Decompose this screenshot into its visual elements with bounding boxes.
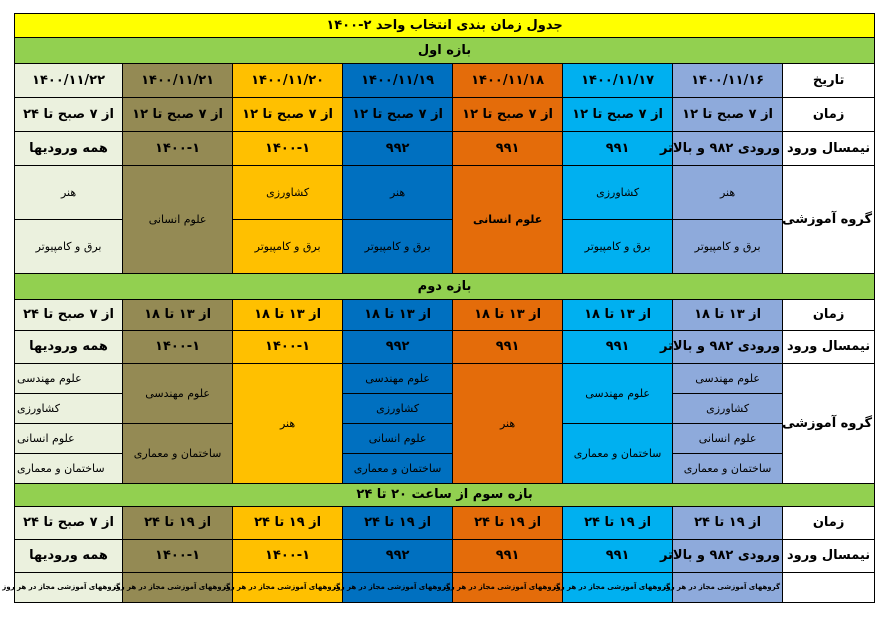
- term-cell: ۱۴۰۰-۱: [123, 540, 233, 573]
- term-cell: ورودی ۹۸۲ و بالاتر: [673, 132, 783, 166]
- term-cell: همه ورودیها: [15, 132, 123, 166]
- group-cell: علوم انسانی: [15, 424, 123, 454]
- time-cell: از ۷ صبح تا ۱۲: [673, 98, 783, 132]
- term-cell: ۹۹۲: [343, 540, 453, 573]
- term-cell: ۹۹۱: [453, 132, 563, 166]
- term-cell: ۱۴۰۰-۱: [233, 540, 343, 573]
- group-cell: علوم انسانی: [453, 166, 563, 274]
- time-cell: از ۱۳ تا ۱۸: [563, 300, 673, 331]
- group-cell: علوم مهندسی: [343, 364, 453, 394]
- time-cell: از ۷ صبح تا ۲۴: [15, 300, 123, 331]
- group-cell: برق و کامپیوتر: [673, 220, 783, 274]
- time-label: زمان: [783, 98, 875, 132]
- time-label: زمان: [783, 300, 875, 331]
- time-cell: از ۷ صبح تا ۲۴: [15, 507, 123, 540]
- time-cell: از ۷ صبح تا ۲۴: [15, 98, 123, 132]
- table-title: جدول زمان بندی انتخاب واحد ۲-۱۴۰۰: [15, 14, 875, 38]
- group-cell: کشاورزی: [673, 394, 783, 424]
- group-cell: علوم انسانی: [673, 424, 783, 454]
- note-cell: گروههای آموزشی مجاز در هر روز: [15, 573, 123, 603]
- date-cell: ۱۴۰۰/۱۱/۱۸: [453, 64, 563, 98]
- term-label: نیمسال ورود: [783, 132, 875, 166]
- group-cell: ساختمان و معماری: [123, 424, 233, 484]
- term-label: نیمسال ورود: [783, 331, 875, 364]
- group-cell: علوم مهندسی: [673, 364, 783, 394]
- note-cell: گروههای آموزشی مجاز در هر روز: [123, 573, 233, 603]
- term-cell: ورودی ۹۸۲ و بالاتر: [673, 540, 783, 573]
- note-cell: گروههای آموزشی مجاز در هر روز: [343, 573, 453, 603]
- group-cell: برق و کامپیوتر: [233, 220, 343, 274]
- term-cell: ۱۴۰۰-۱: [123, 132, 233, 166]
- time-cell: از ۱۹ تا ۲۴: [563, 507, 673, 540]
- group-cell: علوم انسانی: [123, 166, 233, 274]
- group-cell: علوم انسانی: [343, 424, 453, 454]
- group-cell: ساختمان و معماری: [343, 454, 453, 484]
- time-cell: از ۱۹ تا ۲۴: [673, 507, 783, 540]
- group-cell: کشاورزی: [15, 394, 123, 424]
- time-cell: از ۱۹ تا ۲۴: [123, 507, 233, 540]
- group-cell: کشاورزی: [563, 166, 673, 220]
- group-cell: هنر: [15, 166, 123, 220]
- period1-title: بازه اول: [15, 38, 875, 64]
- term-cell: ورودی ۹۸۲ و بالاتر: [673, 331, 783, 364]
- time-cell: از ۷ صبح تا ۱۲: [343, 98, 453, 132]
- period2-title: بازه دوم: [15, 274, 875, 300]
- term-cell: ۱۴۰۰-۱: [123, 331, 233, 364]
- period3-title: بازه سوم از ساعت ۲۰ تا ۲۴: [15, 484, 875, 507]
- time-cell: از ۷ صبح تا ۱۲: [233, 98, 343, 132]
- note-cell: گروههای آموزشی مجاز در هر روز: [453, 573, 563, 603]
- time-cell: از ۱۹ تا ۲۴: [343, 507, 453, 540]
- term-cell: ۹۹۱: [563, 540, 673, 573]
- group-cell: برق و کامپیوتر: [15, 220, 123, 274]
- time-cell: از ۷ صبح تا ۱۲: [563, 98, 673, 132]
- date-cell: ۱۴۰۰/۱۱/۱۷: [563, 64, 673, 98]
- group-cell: ساختمان و معماری: [563, 424, 673, 484]
- date-cell: ۱۴۰۰/۱۱/۲۱: [123, 64, 233, 98]
- date-cell: ۱۴۰۰/۱۱/۱۶: [673, 64, 783, 98]
- group-cell: هنر: [233, 364, 343, 484]
- term-cell: ۹۹۱: [563, 331, 673, 364]
- time-cell: از ۷ صبح تا ۱۲: [123, 98, 233, 132]
- note-cell: گروههای آموزشی مجاز در هر روز: [673, 573, 783, 603]
- time-cell: از ۱۳ تا ۱۸: [453, 300, 563, 331]
- term-cell: ۹۹۱: [563, 132, 673, 166]
- group-cell: علوم مهندسی: [563, 364, 673, 424]
- date-cell: ۱۴۰۰/۱۱/۲۰: [233, 64, 343, 98]
- empty-label-cell: [783, 573, 875, 603]
- date-cell: ۱۴۰۰/۱۱/۲۲: [15, 64, 123, 98]
- term-label: نیمسال ورود: [783, 540, 875, 573]
- group-cell: هنر: [343, 166, 453, 220]
- group-cell: علوم مهندسی: [15, 364, 123, 394]
- term-cell: ۱۴۰۰-۱: [233, 132, 343, 166]
- date-cell: ۱۴۰۰/۱۱/۱۹: [343, 64, 453, 98]
- time-cell: از ۱۹ تا ۲۴: [233, 507, 343, 540]
- group-cell: ساختمان و معماری: [673, 454, 783, 484]
- group-cell: ساختمان و معماری: [15, 454, 123, 484]
- term-cell: ۹۹۱: [453, 540, 563, 573]
- term-cell: ۹۹۲: [343, 331, 453, 364]
- group-cell: هنر: [453, 364, 563, 484]
- time-cell: از ۱۳ تا ۱۸: [343, 300, 453, 331]
- group-label: گروه آموزشی: [783, 364, 875, 484]
- time-cell: از ۱۳ تا ۱۸: [673, 300, 783, 331]
- term-cell: ۹۹۲: [343, 132, 453, 166]
- group-cell: کشاورزی: [233, 166, 343, 220]
- group-cell: برق و کامپیوتر: [343, 220, 453, 274]
- note-cell: گروههای آموزشی مجاز در هر روز: [233, 573, 343, 603]
- group-cell: هنر: [673, 166, 783, 220]
- time-cell: از ۷ صبح تا ۱۲: [453, 98, 563, 132]
- term-cell: همه ورودیها: [15, 331, 123, 364]
- time-cell: از ۱۹ تا ۲۴: [453, 507, 563, 540]
- term-cell: ۱۴۰۰-۱: [233, 331, 343, 364]
- note-cell: گروههای آموزشی مجاز در هر روز: [563, 573, 673, 603]
- group-cell: کشاورزی: [343, 394, 453, 424]
- group-label: گروه آموزشی: [783, 166, 875, 274]
- schedule-table: [2, 13, 875, 603]
- time-cell: از ۱۳ تا ۱۸: [233, 300, 343, 331]
- time-label: زمان: [783, 507, 875, 540]
- group-cell: برق و کامپیوتر: [563, 220, 673, 274]
- group-cell: علوم مهندسی: [123, 364, 233, 424]
- date-label: تاریخ: [783, 64, 875, 98]
- term-cell: همه ورودیها: [15, 540, 123, 573]
- time-cell: از ۱۳ تا ۱۸: [123, 300, 233, 331]
- term-cell: ۹۹۱: [453, 331, 563, 364]
